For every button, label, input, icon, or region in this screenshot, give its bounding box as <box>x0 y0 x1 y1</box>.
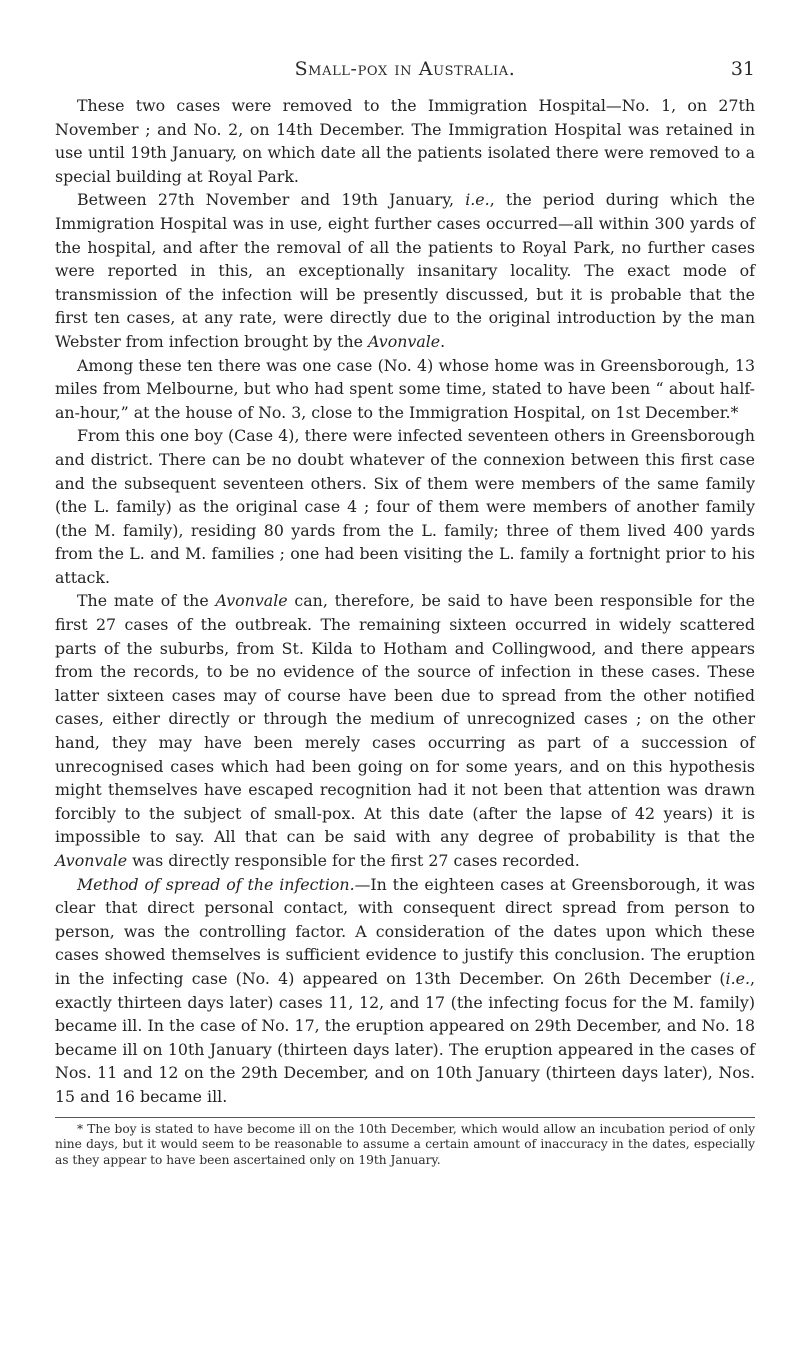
italic-text: i.e. <box>465 190 490 210</box>
paragraph-text: —In the eighteen cases at Greensborough, it was clear that direct personal contact, with consequent direct spread from person to person, was the controlling factor. A consideration of the dates upon which these cases showed themselves is sufficient evidence to justify this conclusion. The eruption in the infecting case (No. 4) appeared on 13th December. On 26th December ( <box>55 874 755 988</box>
paragraph <box>55 188 755 353</box>
page-number: 31 <box>730 58 755 80</box>
running-title: Small-pox in Australia. <box>294 58 516 80</box>
paragraph <box>55 94 755 188</box>
paragraph-text: , exactly thirteen days later) cases 11, 12, and 17 (the infecting focus for the M. family) became ill. In the case of No. 17, the eruption appeared on 29th December, and No. 18 became ill on 10th January (thirteen days later). The eruption appeared in the cases of Nos. 11 and 12 on the 29th December, and on 10th January (thirteen days later), Nos. 15 and 16 became ill. <box>55 968 755 1106</box>
italic-text: i.e. <box>725 968 750 988</box>
footnote-rule <box>55 1117 755 1118</box>
paragraph-text: , the period during which the Immigration Hospital was in use, eight further cases occurred—all within 300 yards of the hospital, and after the removal of all the patients to Royal Park, no further cases were reported in this, an exceptionally insanitary locality. The exact mode of transmission of the infection will be presently discussed, but it is probable that the first ten cases, at any rate, were directly due to the original introduction by the man Webster from infection brought by the <box>55 190 755 351</box>
footnote: * The boy is stated to have become ill on the 10th December, which would allow an incubation period of only nine days, but it would seem to be reasonable to assume a certain amount of inaccuracy in the dates, especially as they appear to have been ascertained only on 19th January. <box>55 1121 755 1167</box>
paragraph-text: The mate of the <box>77 591 216 611</box>
book-page <box>55 58 755 1168</box>
italic-text: Avonvale <box>215 591 288 611</box>
running-header <box>55 58 755 92</box>
paragraph <box>55 424 755 589</box>
italic-text: Avonvale <box>55 851 128 870</box>
paragraph-text: was directly responsible for the first 27 cases recorded. <box>127 851 580 870</box>
body-text <box>55 94 755 1109</box>
paragraph <box>55 873 755 1109</box>
paragraph-text: From this one boy (Case 4), there were infected seventeen others in Greensborough and district. There can be no doubt whatever of the connexion between this first case and the subsequent seventeen others. Six of them were members of the same family (the L. family) as the original case 4 ; four of them were members of another family (the M. family), residing 80 yards from the L. family; three of them lived 400 yards from the L. and M. families ; one had been visiting the L. family a fortnight prior to his attack. <box>55 426 755 587</box>
paragraph-text: Between 27th November and 19th January, <box>77 190 466 210</box>
paragraph <box>55 589 755 872</box>
paragraph-text: These two cases were removed to the Immigration Hospital—No. 1, on 27th November ; and No. 2, on 14th December. The Immigration Hospital was retained in use until 19th January, on which date all the patients isolated there were removed to a special building at Royal Park. <box>55 96 755 186</box>
paragraph <box>55 354 755 425</box>
paragraph-text: can, therefore, be said to have been responsible for the first 27 cases of the outbreak. The remaining sixteen occurred in widely scattered parts of the suburbs, from St. Kilda to Hotham and Collingwood, and there appears from the records, to be no evidence of the source of infection in these cases. These latter sixteen cases may of course have been due to spread from the other notified cases, either directly or through the medium of unrecognized cases ; on the other hand, they may have been merely cases occurring as part of a succession of unrecognised cases which had been going on for some years, and on this hypothesis might themselves have escaped recognition had it not been that attention was drawn forcibly to the subject of small-pox. At this date (after the lapse of 42 years) it is impossible to say. All that can be said with any degree of probability is that the <box>55 591 755 847</box>
italic-text: Method of spread of the infection. <box>77 874 355 894</box>
paragraph-text: Among these ten there was one case (No. 4) whose home was in Greensborough, 13 miles from Melbourne, but who had spent some time, stated to have been “ about half-an-hour,” at the house of No. 3, close to the Immigration Hospital, on 1st December.* <box>55 355 755 422</box>
paragraph-text: . <box>440 331 446 351</box>
italic-text: Avonvale <box>368 331 441 351</box>
